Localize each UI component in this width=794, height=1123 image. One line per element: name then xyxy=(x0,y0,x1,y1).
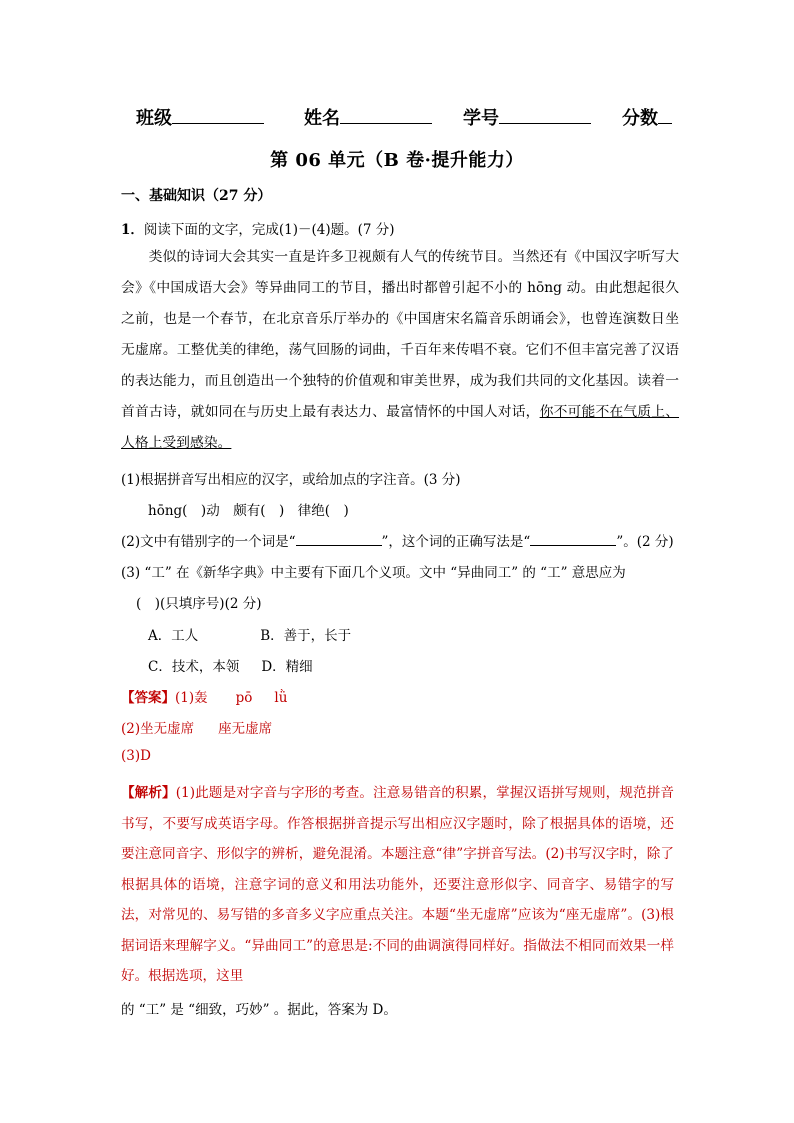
analysis-text-2: 字拼音写法。(2)书写汉字时，除了根据具体的语境，注意字词的意义和用法功能外，还要注意形似字、同音字、易错字的写法，对常见的、易写错的多音多义字应重点关注。本题 xyxy=(121,846,674,923)
quote-zuo: “坐无虚席” xyxy=(448,907,518,923)
analysis-text-4: 。(3)根据词语来理解字义。 xyxy=(121,907,675,954)
option-d: D．精细 xyxy=(261,659,313,675)
name-field xyxy=(304,104,432,130)
score-label: 分数 xyxy=(622,108,658,129)
option-c: C．技术，本领 xyxy=(148,659,240,675)
question-prompt-text: 阅读下面的文字，完成(1)－(4)题。(7 分) xyxy=(143,222,395,238)
section-heading: 一、基础知识（27 分） xyxy=(121,188,272,204)
answer-2-a: (2)坐无虚席 xyxy=(121,721,195,737)
wrong-word-blank[interactable] xyxy=(296,532,382,546)
option-a: A．工人 xyxy=(148,628,199,644)
option-b: B．善于，长于 xyxy=(260,628,352,644)
quote-zuo-correct: “座无虚席” xyxy=(558,907,628,923)
class-label: 班级 xyxy=(136,108,172,129)
answer-1-a: (1)轰 xyxy=(175,690,208,706)
options-row-2 xyxy=(148,655,313,675)
name-label: 姓名 xyxy=(304,108,340,129)
id-blank[interactable] xyxy=(499,105,591,124)
analysis-block xyxy=(121,778,674,992)
id-field xyxy=(463,104,591,130)
answer-2-b: 座无虚席 xyxy=(218,721,273,737)
analysis-conclusion: 的 “工” 是 “细致，巧妙” 。据此，答案为 D。 xyxy=(121,1002,397,1018)
quote-lu: “律” xyxy=(435,846,464,862)
answer-line-2 xyxy=(121,717,272,737)
class-blank[interactable] xyxy=(172,105,264,124)
class-field xyxy=(136,104,264,130)
analysis-text-5: 的意思是:不同的曲调演得同样好。指做法不相同而效果一样好。根据选项，这里 xyxy=(121,937,675,984)
subquestion-2-part-c: ”。(2 分) xyxy=(616,534,674,550)
subquestion-1: (1)根据拼音写出相应的汉字，或给加点的字注音。(3 分) xyxy=(121,472,461,488)
subquestion-1-items: hōng( )动 颇有( ) 律绝( ) xyxy=(148,503,349,519)
analysis-tag: 【解析】 xyxy=(121,785,176,801)
subquestion-2-part-a: (2)文中有错别字的一个词是“ xyxy=(121,534,296,550)
passage-main: 类似的诗词大会其实一直是许多卫视颇有人气的传统节目。当然还有《中国汉字听写大会》《中国成语大会》等异曲同工的节目，播出时都曾引起不小的 hōng 动。由此想起很久之前，也是一个春节，在北京音乐厅举办的《中国唐宋名篇音乐朗诵会》，也曾连演数日坐无虚席。工整优美的律绝，荡气回肠的词曲，千百年来传唱不衰。它们不但丰富完善了汉语的表达能力，而且创造出一个独特的价值观和审美世界，成为我们共同的文化基因。读着一首首古诗，就如同在与历史上最有表达力、最富情怀的中国人对话， xyxy=(121,249,679,420)
answer-line-3: (3)D xyxy=(121,748,151,764)
name-blank[interactable] xyxy=(340,105,432,124)
answer-tag: 【答案】 xyxy=(121,690,175,706)
question-number: 1． xyxy=(121,222,144,238)
subquestion-3: (3) “工” 在《新华字典》中主要有下面几个义项。文中 “异曲同工” 的 “工” 意思应为 xyxy=(121,565,626,581)
answer-line-1 xyxy=(121,686,287,706)
passage-underlined: 你不可能不在气质上、人格上受到感染。 xyxy=(121,404,680,451)
subquestion-3-blank: ( )(只填序号)(2 分) xyxy=(136,596,262,612)
score-field xyxy=(622,104,672,130)
analysis-text-1: (1)此题是对字音与字形的考查。注意易错音的积累，掌握汉语拼写规则，规范拼音书写，不要写成英语字母。作答根据拼音提示写出相应汉字题时，除了根据具体的语境，还要注意同音字、形似字的辨析，避免混淆。本题注意 xyxy=(121,785,674,862)
options-row-1 xyxy=(148,624,351,644)
question-1-prompt xyxy=(121,218,395,238)
subquestion-2 xyxy=(121,530,674,550)
id-label: 学号 xyxy=(463,108,499,129)
reading-passage xyxy=(121,242,679,459)
correct-word-blank[interactable] xyxy=(530,532,616,546)
quote-yiqu: “异曲同工” xyxy=(244,937,314,954)
answer-1-b: pō xyxy=(235,690,253,706)
score-blank[interactable] xyxy=(658,105,672,124)
analysis-text-3: 应该为 xyxy=(517,907,559,923)
answer-1-c: lǜ xyxy=(274,690,288,706)
page-title: 第 06 单元（B 卷·提升能力） xyxy=(270,150,524,171)
subquestion-2-part-b: ”，这个词的正确写法是“ xyxy=(381,534,531,550)
